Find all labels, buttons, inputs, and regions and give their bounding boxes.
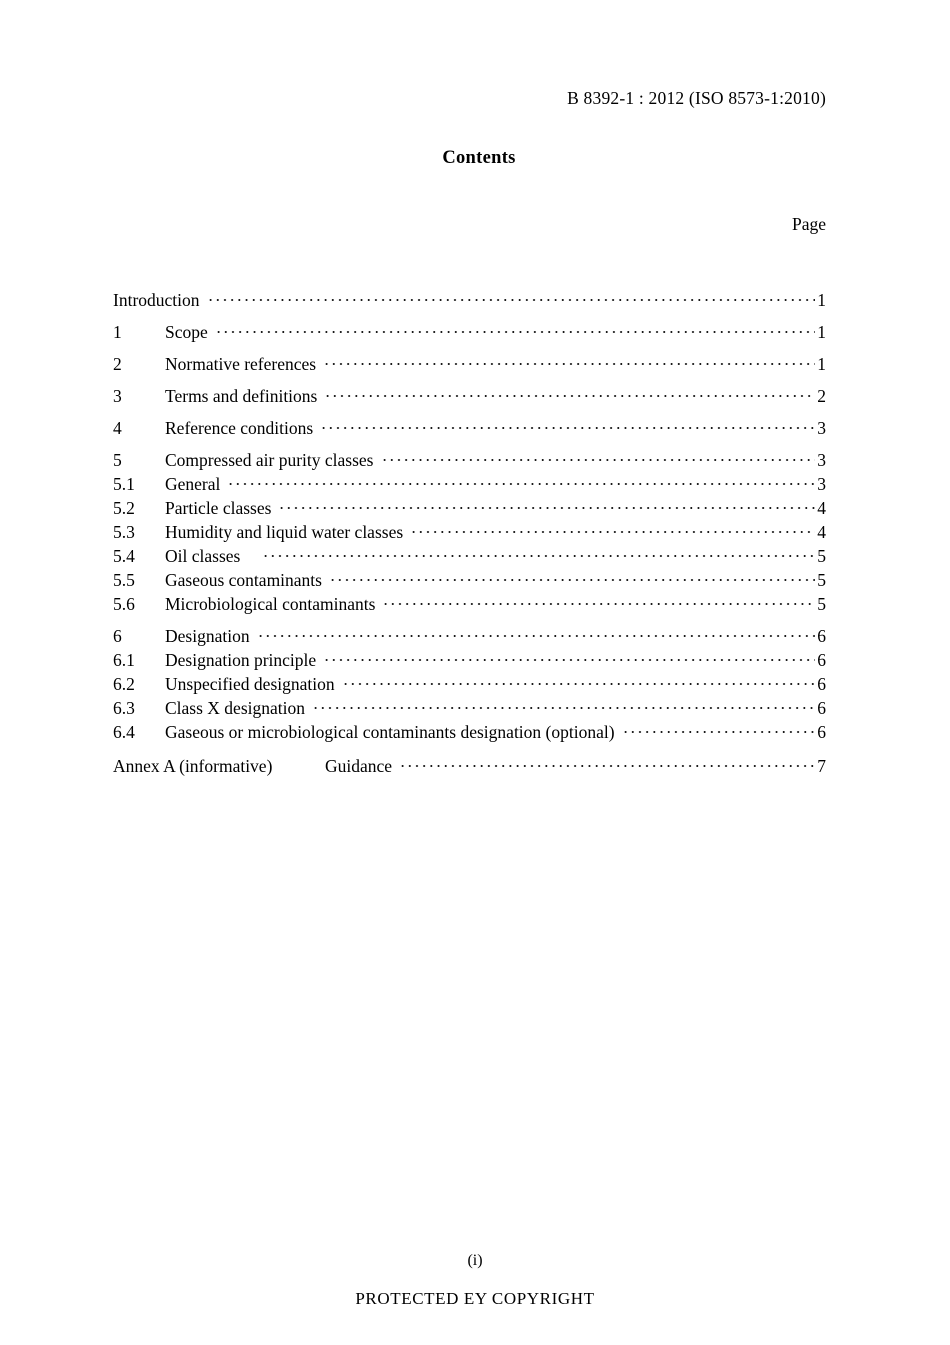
toc-entry-number: 5.6 [113, 594, 135, 614]
toc-entry[interactable] [113, 473, 826, 497]
toc-entry[interactable] [113, 497, 826, 521]
toc-entry-number: 5.2 [113, 498, 135, 518]
dot-leader [382, 593, 815, 610]
toc-entry-number: 6.1 [113, 650, 135, 670]
toc-entry[interactable] [113, 721, 826, 745]
dot-leader [215, 321, 815, 338]
toc-entry-page-number: 6 [817, 674, 826, 694]
page-column-label: Page [791, 214, 826, 234]
toc-entry-label: Microbiological contaminants [165, 594, 376, 614]
toc-entry-number: 5.3 [113, 522, 135, 542]
page-title-text: Contents [442, 148, 516, 168]
dot-leader [320, 417, 815, 434]
toc-entry-page-number: 3 [817, 474, 826, 494]
document-header-reference: B 8392-1 : 2012 (ISO 8573-1:2010) [567, 88, 826, 108]
dot-leader [399, 755, 815, 772]
toc-entry-page-number: 1 [817, 290, 826, 310]
toc-entry[interactable] [113, 521, 826, 545]
toc-entry-label: Scope [165, 322, 208, 342]
toc-entry-page-number: 2 [817, 386, 826, 406]
toc-annex-label: Annex A (informative) [113, 756, 273, 776]
dot-leader [257, 625, 815, 642]
toc-entry-number: 5 [113, 450, 122, 470]
toc-entry-page-number: 6 [817, 650, 826, 670]
toc-entry-label: Gaseous contaminants [165, 570, 322, 590]
toc-entry-page-number: 6 [817, 626, 826, 646]
page-title [0, 148, 950, 169]
toc-entry-number: 6.3 [113, 698, 135, 718]
toc-entry-page-number: 1 [817, 354, 826, 374]
toc-entry[interactable] [113, 649, 826, 673]
toc-entry-label: Particle classes [165, 498, 272, 518]
dot-leader [329, 569, 815, 586]
toc-entry-page-number: 1 [817, 322, 826, 342]
toc-entry[interactable] [113, 625, 826, 649]
toc-entry-number: 1 [113, 322, 122, 342]
toc-entry-page-number: 5 [817, 594, 826, 614]
toc-entry-number: 6.2 [113, 674, 135, 694]
toc-entry[interactable] [113, 545, 826, 569]
toc-entry[interactable] [113, 385, 826, 409]
toc-annex-page-number: 7 [817, 756, 826, 776]
toc-entry-label: Normative references [165, 354, 317, 374]
dot-leader [323, 353, 815, 370]
toc-entry-label: Class X designation [165, 698, 305, 718]
toc-entry[interactable] [113, 593, 826, 617]
dot-leader [622, 721, 815, 738]
toc-entry-page-number: 3 [817, 450, 826, 470]
dot-leader [323, 649, 815, 666]
toc-entry-page-number: 5 [817, 546, 826, 566]
toc-entry-page-number: 3 [817, 418, 826, 438]
toc-entry-number: 6.4 [113, 722, 135, 742]
toc-entry-page-number: 4 [817, 522, 826, 542]
toc-entry-label: Designation [165, 626, 250, 646]
toc-annex-title: Guidance [325, 756, 393, 776]
toc-entry-page-number: 4 [817, 498, 826, 518]
toc-entry[interactable] [113, 697, 826, 721]
toc-entry-label: Reference conditions [165, 418, 314, 438]
toc-entry-label: Gaseous or microbiological contaminants designation (optional) [165, 722, 615, 742]
dot-leader [381, 449, 816, 466]
toc-entry-number: 6 [113, 626, 122, 646]
dot-leader [342, 673, 815, 690]
toc-entry-page-number: 6 [817, 698, 826, 718]
toc-entry-label: Humidity and liquid water classes [165, 522, 404, 542]
toc-entry[interactable] [113, 353, 826, 377]
toc-entry-number: 5.5 [113, 570, 135, 590]
dot-leader [324, 385, 815, 402]
toc-entry[interactable] [113, 673, 826, 697]
toc-entry-label: General [165, 474, 221, 494]
dot-leader [207, 289, 815, 306]
toc-entry[interactable] [113, 449, 826, 473]
toc-entry[interactable] [113, 321, 826, 345]
folio-number: (i) [467, 1252, 483, 1269]
toc-entry-number: 5.1 [113, 474, 135, 494]
toc-entry-page-number: 6 [817, 722, 826, 742]
toc-entry-label: Oil classes [165, 546, 241, 566]
toc-entry-label: Designation principle [165, 650, 317, 670]
toc-entry-number: 2 [113, 354, 122, 374]
dot-leader [278, 497, 815, 514]
toc-entry-annex[interactable] [113, 755, 826, 779]
toc-entry-number: 5.4 [113, 546, 135, 566]
dot-leader [227, 473, 815, 490]
toc-entry-label: Unspecified designation [165, 674, 335, 694]
toc-entry-label: Terms and definitions [165, 386, 318, 406]
dot-leader [410, 521, 815, 538]
toc-entry-number: 3 [113, 386, 122, 406]
toc-entry[interactable] [113, 569, 826, 593]
toc-entry-number: 4 [113, 418, 122, 438]
copyright-notice: PROTECTED EY COPYRIGHT [355, 1289, 595, 1308]
toc-entry-label: Compressed air purity classes [165, 450, 374, 470]
dot-leader [312, 697, 815, 714]
toc-entry-page-number: 5 [817, 570, 826, 590]
dot-leader [262, 545, 815, 562]
toc-entry[interactable] [113, 289, 826, 313]
toc-entry[interactable] [113, 417, 826, 441]
toc-entry-label: Introduction [113, 290, 200, 310]
table-of-contents [113, 289, 826, 779]
